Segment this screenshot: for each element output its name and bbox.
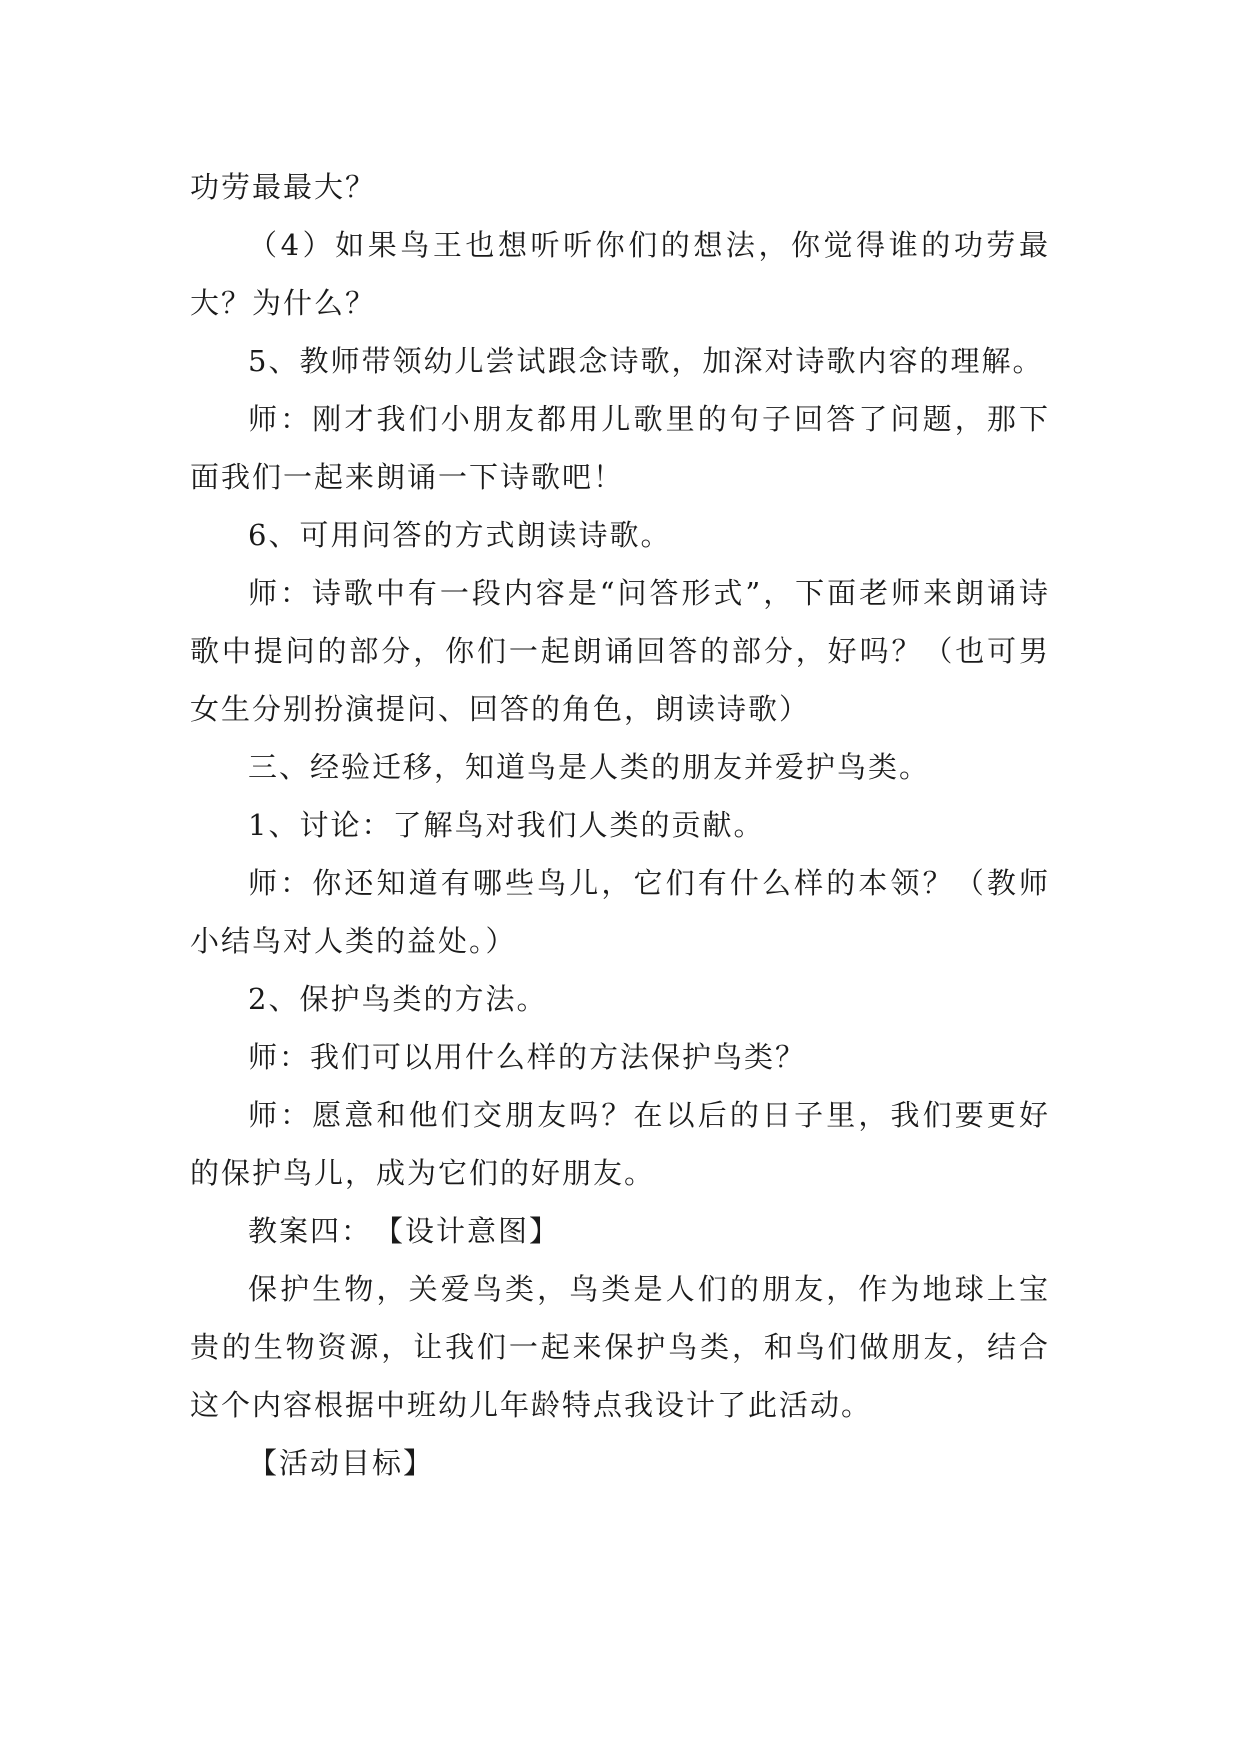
paragraph: 2、保护鸟类的方法。 — [248, 982, 548, 1016]
paragraph: （4）如果鸟王也想听听你们的想法，你觉得谁的功劳最大？为什么？ — [190, 228, 1050, 320]
activity-goals-heading: 【活动目标】 — [248, 1446, 435, 1480]
paragraph: 保护生物，关爱鸟类，鸟类是人们的朋友，作为地球上宝贵的生物资源，让我们一起来保护鸟类，和鸟们做朋友，结合这个内容根据中班幼儿年龄特点我设计了此活动。 — [190, 1272, 1050, 1422]
paragraph: 师：我们可以用什么样的方法保护鸟类？ — [248, 1040, 807, 1074]
lesson-plan-heading: 教案四： 【设计意图】 — [248, 1214, 561, 1248]
paragraph: 功劳最最大？ — [190, 170, 377, 204]
section-heading: 三、经验迁移，知道鸟是人类的朋友并爱护鸟类。 — [248, 750, 931, 784]
paragraph: 师：你还知道有哪些鸟儿，它们有什么样的本领？（教师小结鸟对人类的益处。） — [190, 866, 1050, 958]
paragraph: 师：诗歌中有一段内容是“问答形式”，下面老师来朗诵诗歌中提问的部分，你们一起朗诵回答的部分，好吗？（也可男女生分别扮演提问、回答的角色，朗读诗歌） — [190, 576, 1050, 726]
paragraph: 6、可用问答的方式朗读诗歌。 — [248, 518, 672, 552]
paragraph: 5、教师带领幼儿尝试跟念诗歌，加深对诗歌内容的理解。 — [248, 344, 1044, 378]
document-body — [190, 158, 1050, 1492]
paragraph: 师：愿意和他们交朋友吗？在以后的日子里，我们要更好的保护鸟儿，成为它们的好朋友。 — [190, 1098, 1050, 1190]
paragraph: 1、讨论：了解鸟对我们人类的贡献。 — [248, 808, 765, 842]
paragraph: 师：刚才我们小朋友都用儿歌里的句子回答了问题，那下面我们一起来朗诵一下诗歌吧！ — [190, 402, 1050, 494]
